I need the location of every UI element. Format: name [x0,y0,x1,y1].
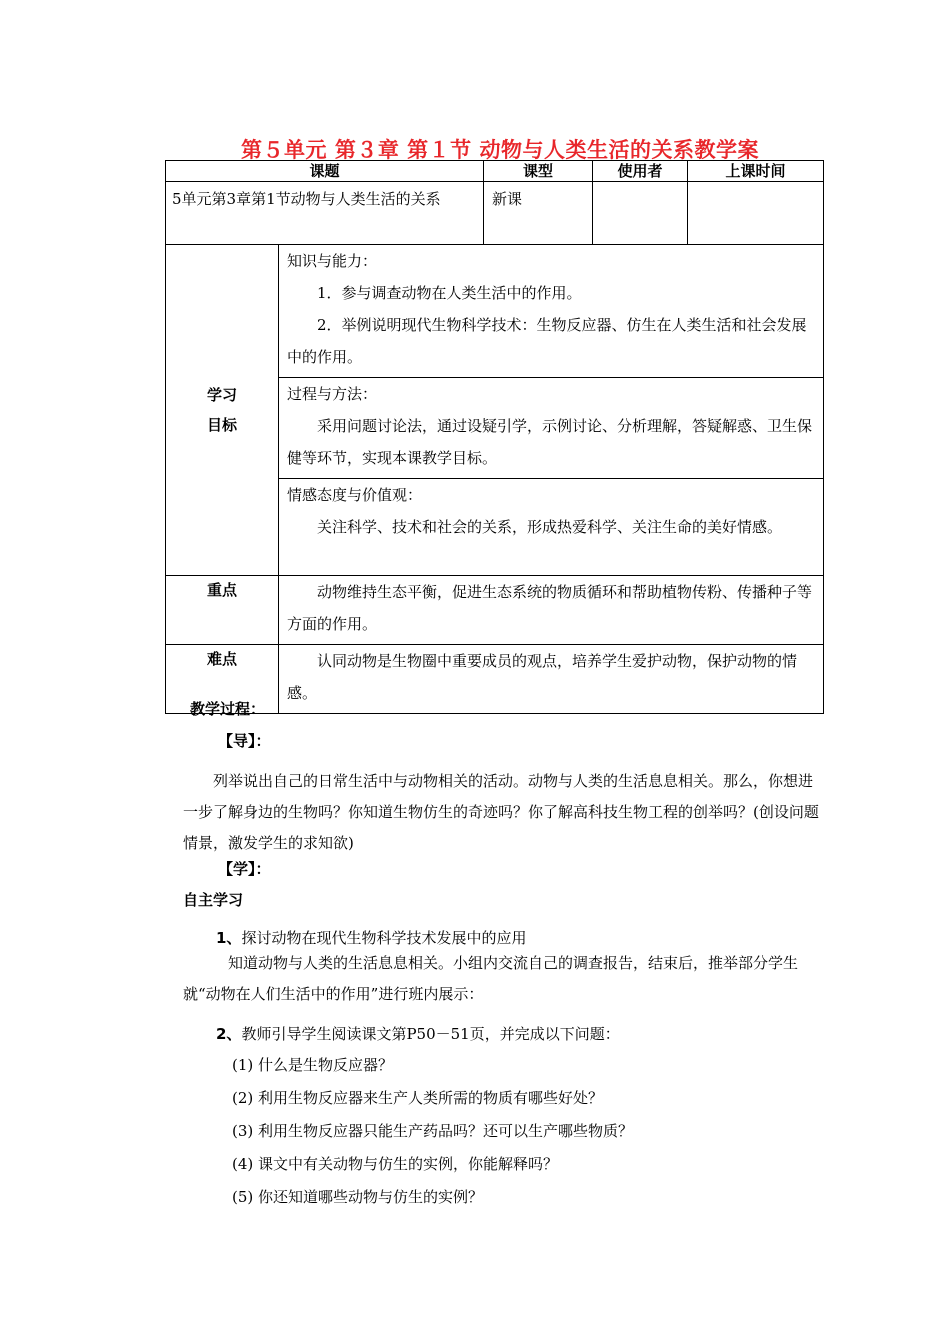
key-cell [279,576,824,645]
lesson-plan-table [165,160,824,714]
knowledge-item-1: 1．参与调查动物在人类生活中的作用。 [317,284,582,302]
lesson-type-text: 新课 [492,190,523,208]
objectives-label-line1: 学习 [206,386,237,404]
key-label-text: 重点 [206,581,237,599]
process-heading: 过程与方法： [287,385,378,403]
item-1-title [216,928,526,948]
process-heading: 教学过程： [190,700,266,718]
process-text: 采用问题讨论法，通过设疑引学，示例讨论、分析理解，答疑解惑、卫生保健等环节，实现本课教学目标。 [287,417,813,467]
key-label [166,576,279,645]
header-lesson-type: 课型 [484,161,593,182]
item-2-title-text: 教师引导学生阅读课文第P50－51页，并完成以下问题： [241,1025,620,1043]
item-1-text: 知道动物与人类的生活息息相关。小组内交流自己的调查报告，结束后，推举部分学生就“动物在人们生活中的作用”进行班内展示： [183,954,799,1003]
item-1-number: 1、 [216,929,242,947]
objectives-label-cell [166,245,279,576]
lesson-type-cell [484,182,593,245]
question-2: (2) 利用生物反应器来生产人类所需的物质有哪些好处？ [232,1089,604,1107]
difficulty-cell [279,645,824,714]
guide-text: 列举说出自己的日常生活中与动物相关的活动。动物与人类的生活息息相关。那么，你想进一步了解身边的生物吗？你知道生物仿生的奇迹吗？你了解高科技生物工程的创举吗？(创设问题情景，激发学生的求知欲) [183,772,819,852]
question-5: (5) 你还知道哪些动物与仿生的实例？ [232,1188,484,1206]
topic-cell [166,182,484,245]
question-3: (3) 利用生物反应器只能生产药品吗？还可以生产哪些物质？ [232,1122,634,1140]
page-title: 第５单元 第３章 第１节 动物与人类生活的关系教学案 [241,138,759,162]
key-point-row [166,576,824,645]
guide-label: 【导】： [218,732,271,750]
item-2-title [216,1024,620,1044]
class-time-cell [688,182,824,245]
self-study-heading: 自主学习 [183,891,244,909]
emotion-text: 关注科学、技术和社会的关系，形成热爱科学、关注生命的美好情感。 [317,518,783,536]
key-text: 动物维持生态平衡，促进生态系统的物质循环和帮助植物传粉、传播种子等方面的作用。 [287,583,813,633]
difficulty-text: 认同动物是生物圈中重要成员的观点，培养学生爱护动物，保护动物的情感。 [287,652,798,702]
knowledge-cell [279,245,824,378]
objectives-label-line2: 目标 [206,416,237,434]
emotion-heading: 情感态度与价值观： [287,486,423,504]
table-header-row [166,161,824,182]
topic-text: 5单元第3章第1节动物与人类生活的关系 [172,190,441,208]
objective-knowledge-row [166,245,824,378]
user-cell [593,182,688,245]
knowledge-item-2: 2．举例说明现代生物科学技术：生物反应器、仿生在人类生活和社会发展中的作用。 [287,316,807,366]
item-2-number: 2、 [216,1025,242,1043]
question-1: (1) 什么是生物反应器？ [232,1056,394,1074]
emotion-cell [279,479,824,576]
header-user: 使用者 [593,161,688,182]
process-cell [279,378,824,479]
item-1-title-text: 探讨动物在现代生物科学技术发展中的应用 [241,929,527,947]
question-4: (4) 课文中有关动物与仿生的实例，你能解释吗？ [232,1155,559,1173]
learn-label: 【学】： [218,860,271,878]
header-topic: 课题 [166,161,484,182]
table-info-row [166,182,824,245]
header-class-time: 上课时间 [688,161,824,182]
knowledge-heading: 知识与能力： [287,252,378,270]
difficulty-label-text: 难点 [206,650,237,668]
